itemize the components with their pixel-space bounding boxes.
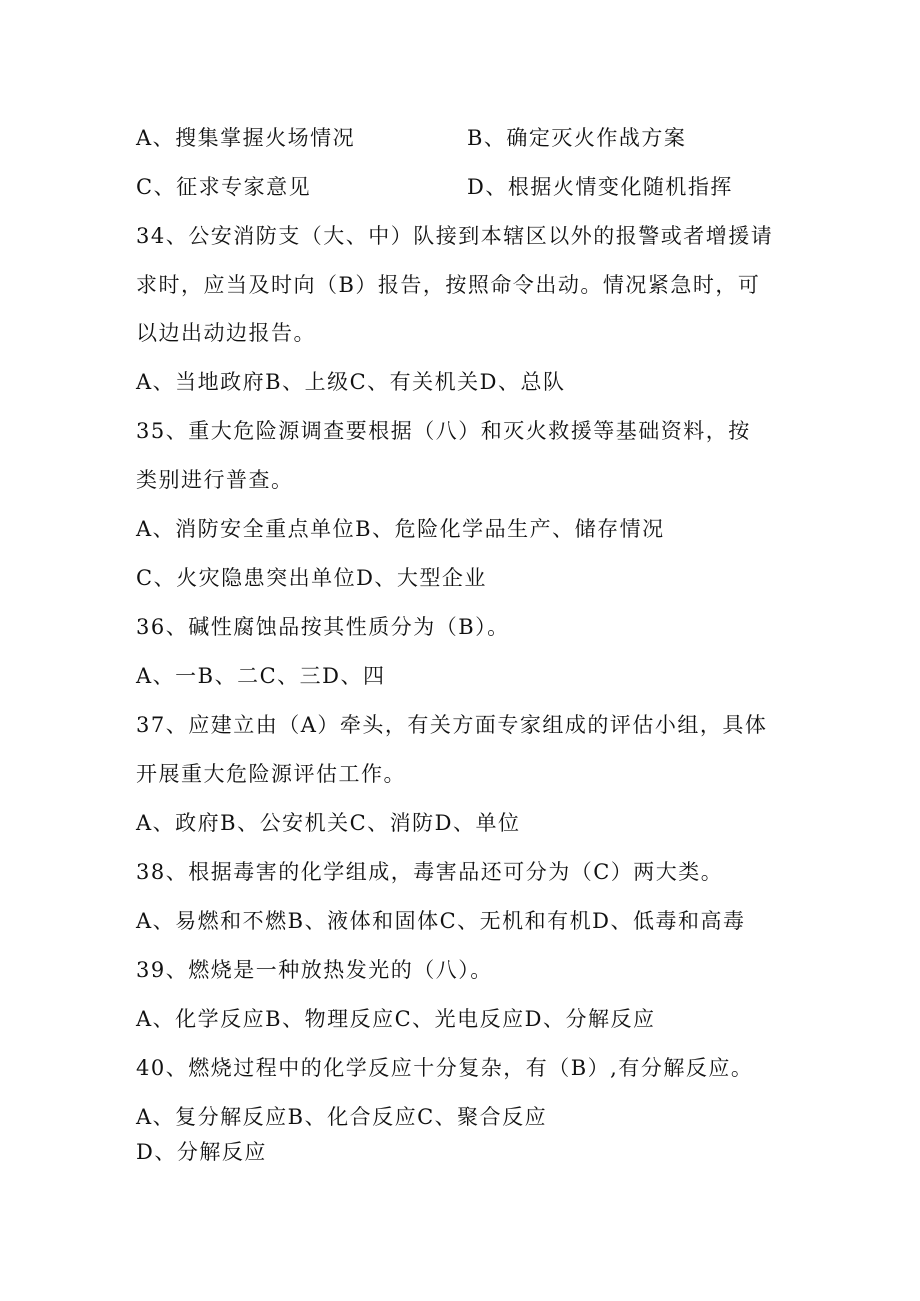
options-q40-line-1: A、复分解反应B、化合反应C、聚合反应 <box>136 1105 548 1129</box>
question-34-line-2: 求时，应当及时向（B）报告，按照命令出动。情况紧急时，可 <box>136 273 761 297</box>
question-38: 38、根据毒害的化学组成，毒害品还可分为（C）两大类。 <box>136 860 724 884</box>
question-35-line-2: 类别进行普查。 <box>136 468 294 492</box>
options-q36: A、一B、二C、三D、四 <box>136 664 386 688</box>
option-d-q33: D、根据火情变化随机指挥 <box>467 175 733 199</box>
options-q40-line-2: D、分解反应 <box>136 1140 267 1164</box>
option-c-q33: C、征求专家意见 <box>136 175 312 199</box>
question-37-line-1: 37、应建立由（A）牵头，有关方面专家组成的评估小组，具体 <box>136 713 768 737</box>
question-37-line-2: 开展重大危险源评估工作。 <box>136 762 406 786</box>
question-39: 39、燃烧是一种放热发光的（八）。 <box>136 958 493 982</box>
options-q34: A、当地政府B、上级C、有关机关D、总队 <box>136 370 566 394</box>
question-34-line-1: 34、公安消防支（大、中）队接到本辖区以外的报警或者增援请 <box>136 224 774 248</box>
options-q37: A、政府B、公安机关C、消防D、单位 <box>136 811 521 835</box>
options-q38: A、易燃和不燃B、液体和固体C、无机和有机D、低毒和高毒 <box>136 909 746 933</box>
question-35-line-1: 35、重大危险源调查要根据（八）和灭火救援等基础资料，按 <box>136 419 751 443</box>
question-36: 36、碱性腐蚀品按其性质分为（B）。 <box>136 615 510 639</box>
option-a-q33: A、搜集掌握火场情况 <box>136 126 356 150</box>
question-34-line-3: 以边出动边报告。 <box>136 321 316 345</box>
option-b-q33: B、确定灭火作战方案 <box>467 126 687 150</box>
options-q39: A、化学反应B、物理反应C、光电反应D、分解反应 <box>136 1007 656 1031</box>
question-40: 40、燃烧过程中的化学反应十分复杂，有（B）,有分解反应。 <box>136 1056 754 1080</box>
options-q35-line-2: C、火灾隐患突出单位D、大型企业 <box>136 566 487 590</box>
options-q35-line-1: A、消防安全重点单位B、危险化学品生产、储存情况 <box>136 517 665 541</box>
